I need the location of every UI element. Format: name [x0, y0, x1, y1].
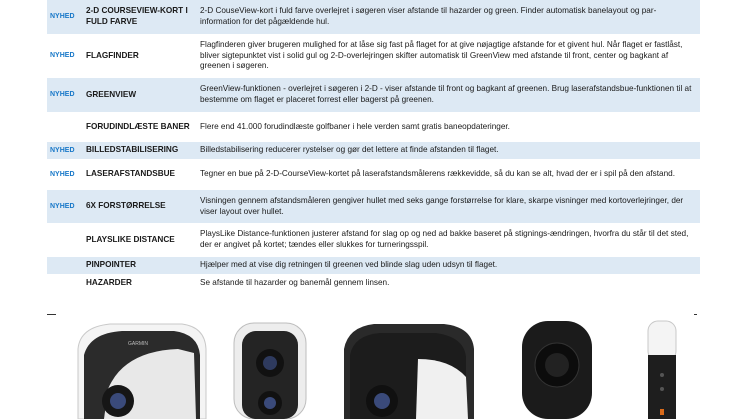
feature-name: PINPOINTER [82, 257, 196, 274]
new-badge: NYHED [47, 0, 82, 34]
feature-description: GreenView-funktionen - overlejret i søgeren i 2-D - viser afstande til front og bagkant af greenen. Brug laserafstandsbue-funktionen til at bestemme om flaget er placeret forrest eller bagerst på greenen. [196, 78, 700, 112]
feature-row [47, 0, 700, 34]
product-images [0, 316, 746, 419]
feature-name: BILLEDSTABILISERING [82, 142, 196, 159]
new-badge: NYHED [50, 170, 75, 178]
new-badge: NYHED [50, 52, 75, 60]
feature-name: LASERAFSTANDSBUE [86, 169, 176, 179]
feature-row [47, 159, 700, 190]
feature-description: Tegner en bue på 2-D-CourseView-kortet på laserafstandsmålerens rækkevidde, så du kan se alt, hvad der er i spil på den afstand. [200, 169, 675, 179]
feature-description: Se afstande til hazarder og banemål gennem linsen. [200, 277, 390, 287]
features-table [47, 0, 700, 292]
feature-row [47, 274, 700, 292]
rangefinder-side-image [644, 319, 680, 419]
feature-row [47, 257, 700, 274]
feature-name: FORUDINDLÆSTE BANER [86, 121, 190, 131]
new-badge: NYHED [47, 190, 82, 223]
feature-row [47, 142, 700, 159]
feature-description: Billedstabilisering reducerer rystelser og gør det lettere at finde afstanden til flaget. [196, 142, 700, 159]
feature-name: 6X FORSTØRRELSE [82, 190, 196, 223]
new-badge: NYHED [47, 142, 82, 159]
feature-row [47, 34, 700, 78]
feature-row [47, 223, 700, 257]
rangefinder-rear-image [518, 319, 596, 419]
feature-description: Flagfinderen giver brugeren mulighed for at låse sig fast på flaget for at give nøjagtige afstande for et givent hul. Når flaget er fastlåst, bliver sigtepunktet vist i solid gul og 2-D-overlejringen skifter automatisk til GreenView med afstande til front, center og bagkant af greenen i søgeren. [200, 40, 683, 71]
feature-description: 2-D CouseView-kort i fuld farve overlejret i søgeren viser afstande til hazarder og green. Finder automatisk banelayout og par-information for det pågældende hul. [196, 0, 700, 34]
feature-name: HAZARDER [86, 277, 132, 287]
garmin-logo: GARMIN [128, 341, 148, 347]
feature-description: Flere end 41.000 forudindlæste golfbaner i hele verden samt gratis baneopdateringer. [200, 121, 510, 131]
feature-name: PLAYSLIKE DISTANCE [86, 234, 175, 244]
new-badge: NYHED [47, 78, 82, 112]
new-badge [47, 223, 82, 257]
new-badge [47, 257, 82, 274]
divider-right [694, 314, 697, 315]
rangefinder-front-image [232, 319, 308, 419]
feature-description: PlaysLike Distance-funktionen justerer afstand for slag op og ned ad bakke baseret på stignings-ændringen, hvorfra du står til det sted, der er angivet på kortet; tændes eller slukkes for turneringsspil. [200, 229, 689, 249]
feature-description: Hjælper med at vise dig retningen til greenen ved blinde slag uden udsyn til flaget. [196, 257, 700, 274]
feature-description: Visningen gennem afstandsmåleren gengiver hullet med seks gange forstørrelse for klare, skarpe visninger med kortoverlejringer, der viser layout over hullet. [196, 190, 700, 223]
rangefinder-front-angle-image [70, 319, 210, 419]
feature-name: FLAGFINDER [86, 50, 139, 60]
feature-row [47, 78, 700, 112]
new-badge [47, 274, 82, 292]
rangefinder-side-angle-image [340, 319, 480, 419]
feature-row [47, 112, 700, 142]
new-badge [47, 112, 82, 142]
divider-left [47, 314, 56, 315]
feature-name: GREENVIEW [82, 78, 196, 112]
feature-row [47, 190, 700, 223]
feature-name: 2-D COURSEVIEW-KORT I FULD FARVE [82, 0, 196, 34]
